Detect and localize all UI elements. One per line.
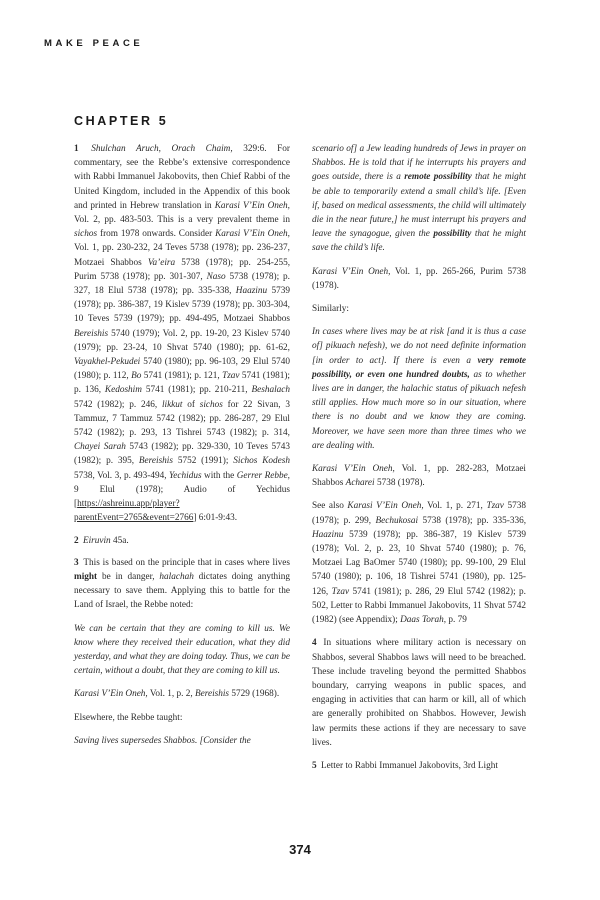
source-title: Karasi V’Ein Oneh, (74, 689, 148, 700)
note-text: 5738 (1978); pp. 254-255, Purim 5738 (1978); pp. 301-307, (74, 257, 291, 282)
note-text: Letter to Rabbi Immanuel Jakobovits, 3rd Light (318, 760, 498, 771)
term: sichos (199, 399, 223, 410)
source-title: Karasi V’Ein Oneh, (312, 266, 391, 277)
audio-link[interactable]: https://ashreinu.app/player?parentEvent=2765&event=2766 (74, 499, 194, 524)
note-text: ] 6:01-9:43. (193, 513, 238, 524)
quote-text: as to whether lives are in danger, the halachic status of pikuach nefesh still applies. How much more so in our situation, where there is no doubt and we know they are coming. Moreover, we have seen more than three times who we are dealing with. (312, 369, 526, 451)
note-text: Vol. 2, pp. 483-503. This is a very prevalent theme in (74, 215, 290, 226)
quote-block: Saving lives supersedes Shabbos. [Consider the (74, 735, 251, 746)
parsha-name: Haazinu (312, 529, 344, 540)
note-text: p. 79 (446, 615, 467, 626)
parsha-name: Kedoshim (104, 385, 142, 396)
citation (74, 687, 290, 701)
note-text: for 22 Sivan, 3 Tammuz, 7 Tammuz 5742 (1982); pp. 286-287, 29 Elul 5742 (1982); p. 293, 13 Tishrei 5743 (1982); p. 314, (74, 399, 290, 439)
note-text: 5738 (1978); pp. 335-336, (418, 515, 527, 526)
note-text: 5752 (1991); (172, 456, 234, 467)
parsha-name: Bo (131, 371, 142, 382)
term: likkut (161, 399, 183, 410)
term: halachah (159, 571, 194, 582)
note-text: 5742 (1982); p. 246, (74, 399, 162, 410)
parsha-name: Bechukosai (375, 515, 419, 526)
term: Yechidus (169, 470, 202, 481)
note-text: from 1978 onwards. Consider (97, 229, 216, 240)
quote-block (312, 325, 526, 453)
endnote-2 (74, 534, 290, 548)
endnote-number: 3 (74, 557, 79, 568)
parsha-name: Haazinu (235, 286, 268, 297)
endnote-number: 5 (312, 760, 317, 771)
running-head: MAKE PEACE (44, 38, 144, 49)
source-title: Sichos Kodesh (233, 456, 290, 467)
note-text: 5738 (1978). (374, 478, 425, 489)
source-title: Eiruvin (82, 536, 111, 547)
parsha-name: Acharei (345, 478, 375, 489)
note-text: 5741 (1981); p. 121, (141, 371, 223, 382)
note-text: Vol. 1, p. 271, (423, 501, 487, 512)
note-text: 5739 (1978); pp. 386-387, 19 Kislev 5739 (1978); pp. 303-304, 10 Teves 5739 (1979); pp. 494-495, Motzaei Shabbos (74, 286, 290, 325)
source-title: Karasi V’Ein Oneh, (312, 464, 395, 475)
quote-text: that he might save the child’s life. (312, 229, 526, 254)
note-text: 5739 (1978); pp. 386-387, 19 Kislev 5739 (1978); Vol. 2, p. 23, 10 Shvat 5740 (1980); p. 76, Motzaei Lag BaOmer 5740 (1980); pp. 99-100, 29 Elul 5740 (1980); p. 106, 18 Tishrei 5741 (1980), pp. 125-126, (312, 529, 526, 597)
note-text: Vol. 1, pp. 230-232, 24 Teves 5738 (1978); pp. 236-237, Motzaei Shabbos (74, 243, 290, 268)
parsha-name: Bereishis (74, 328, 109, 339)
note-text: 5741 (1981); pp. 210-211, (141, 385, 252, 396)
source-title: Daas Torah, (400, 615, 447, 626)
chapter-title: CHAPTER 5 (74, 114, 169, 128)
endnote-number: 2 (74, 536, 79, 547)
endnote-number: 1 (74, 144, 79, 154)
emphasis: remote possibility (404, 172, 472, 183)
page-number: 374 (289, 842, 311, 857)
note-text: 5741 (1981); p. 286, 29 Elul 5742 (1982); p. 502, Letter to Rabbi Immanuel Jakobovits, 11 Shvat 5742 (1982) (see Appendix); (312, 586, 526, 626)
emphasis: very remote possibility, or even one hundred doubts, (312, 355, 526, 380)
note-text: dictates doing anything necessary to save them. Applying this to battle for the Land of Israel, the Rebbe noted: (74, 571, 290, 611)
note-text: Vol. 1, pp. 282-283, Motzaei Shabbos (312, 464, 526, 489)
term: sichos (74, 229, 98, 240)
note-text: 5740 (1980); pp. 96-103, 29 Elul 5740 (1980); p. 112, (74, 357, 290, 382)
note-text: 5738 (1978); p. 299, (312, 501, 526, 526)
endnote-1 (74, 142, 290, 525)
endnote-5 (312, 759, 526, 773)
note-text: See also (312, 501, 348, 512)
note-text: Vol. 1, p. 2, (147, 689, 195, 700)
note-text: 5741 (1981); p. 136, (74, 371, 291, 396)
note-text: 9 Elul (1978); Audio of Yechidus [ (74, 484, 290, 510)
note-text: 5740 (1979); Vol. 2, pp. 19-20, 23 Kislev 5740 (1979); pp. 23-24, 10 Shvat 5740 (1980); pp. 61-62, (74, 328, 290, 353)
quote-text: scenario of] a Jew leading hundreds of Jews in prayer on Shabbos. He is told that if he interrupts his prayers and goes outside, there is a (312, 144, 526, 183)
note-text: be in danger, (97, 571, 160, 582)
parsha-name: Tzav (486, 501, 504, 512)
note-text: 5729 (1968). (229, 689, 280, 700)
quote-block: We can be certain that they are coming to kill us. We know where they received their education, what they did yesterday, and what they are doing today. Thus, we can be certain, without a doubt, that they are coming to kill us. (74, 623, 290, 677)
citation (312, 462, 526, 490)
emphasis: possibility (433, 229, 472, 240)
parsha-name: Va’eira (147, 257, 176, 268)
note-text: In situations where military action is necessary on Shabbos, several Shabbos laws will need to be breached. These include traveling beyond the permitted Shabbos boundary, carrying weapons in public spaces, and engaging in activities that can harm or kill, all of which are generally prohibited on Shabbos. However, Jewish law permits these actions if they are necessary to save lives. (312, 638, 526, 748)
quote-text: that he might be able to temporarily extend a small child’s life. [Even if, based on medical assessments, the child will ultimately die in the near future,] he must interrupt his prayers and leave the synagogue, given the (312, 172, 526, 240)
note-text: 45a. (110, 536, 129, 547)
parsha-name: Tzav (222, 371, 240, 382)
note-text: 329:6. For commentary, see the Rebbe’s extensive correspondence with Rabbi Immanuel Jakobovits, then Chief Rabbi of the United Kingdom, included in the Appendix of this book and printed in Hebrew translation in (74, 144, 291, 211)
note-text: 5738 (1978); p. 327, 18 Elul 5738 (1978); pp. 335-338, (74, 271, 290, 297)
note-text: This is based on the principle that in cases where lives (80, 557, 290, 568)
citation (312, 265, 526, 293)
parsha-name: Bereishis (194, 689, 230, 700)
endnote-3 (74, 556, 290, 613)
note-text: 5743 (1982); pp. 329-330, 10 Teves 5743 (1982); p. 395, (74, 442, 290, 467)
note-text: with the (201, 470, 237, 481)
lead-in-text: Elsewhere, the Rebbe taught: (74, 712, 183, 723)
source-title: Karasi V’Ein Oneh, (214, 200, 290, 211)
see-also-references (312, 499, 526, 627)
parsha-name: Bereishis (138, 456, 173, 467)
quote-block (312, 142, 526, 256)
note-text: of (182, 399, 200, 410)
source-title: Karasi V’Ein Oneh, (215, 229, 290, 240)
source-title: Karasi V’Ein Oneh, (347, 501, 424, 512)
parsha-name: Tzav (331, 586, 350, 597)
term: Gerrer Rebbe, (236, 470, 290, 481)
note-text: 5738, Vol. 3, p. 493-494, (74, 470, 170, 481)
parsha-name: Vayakhel-Pekudei (74, 357, 141, 368)
quote-text: In cases where lives may be at risk [and it is thus a case of] pikuach nefesh), we do not need definite information [in order to act]. If there is even a (312, 327, 526, 366)
notes-column-left (74, 142, 290, 757)
endnote-number: 4 (312, 638, 317, 649)
source-title: Shulchan Aruch, Orach Chaim, (91, 144, 233, 154)
emphasis: might (74, 571, 98, 582)
parsha-name: Chayei Sarah (74, 442, 126, 453)
endnote-4 (312, 636, 526, 750)
parsha-name: Beshalach (251, 385, 291, 396)
parsha-name: Naso (206, 271, 226, 282)
lead-in-text: Similarly: (312, 304, 349, 315)
notes-column-right (312, 142, 526, 782)
note-text: Vol. 1, pp. 265-266, Purim 5738 (1978). (312, 266, 526, 291)
